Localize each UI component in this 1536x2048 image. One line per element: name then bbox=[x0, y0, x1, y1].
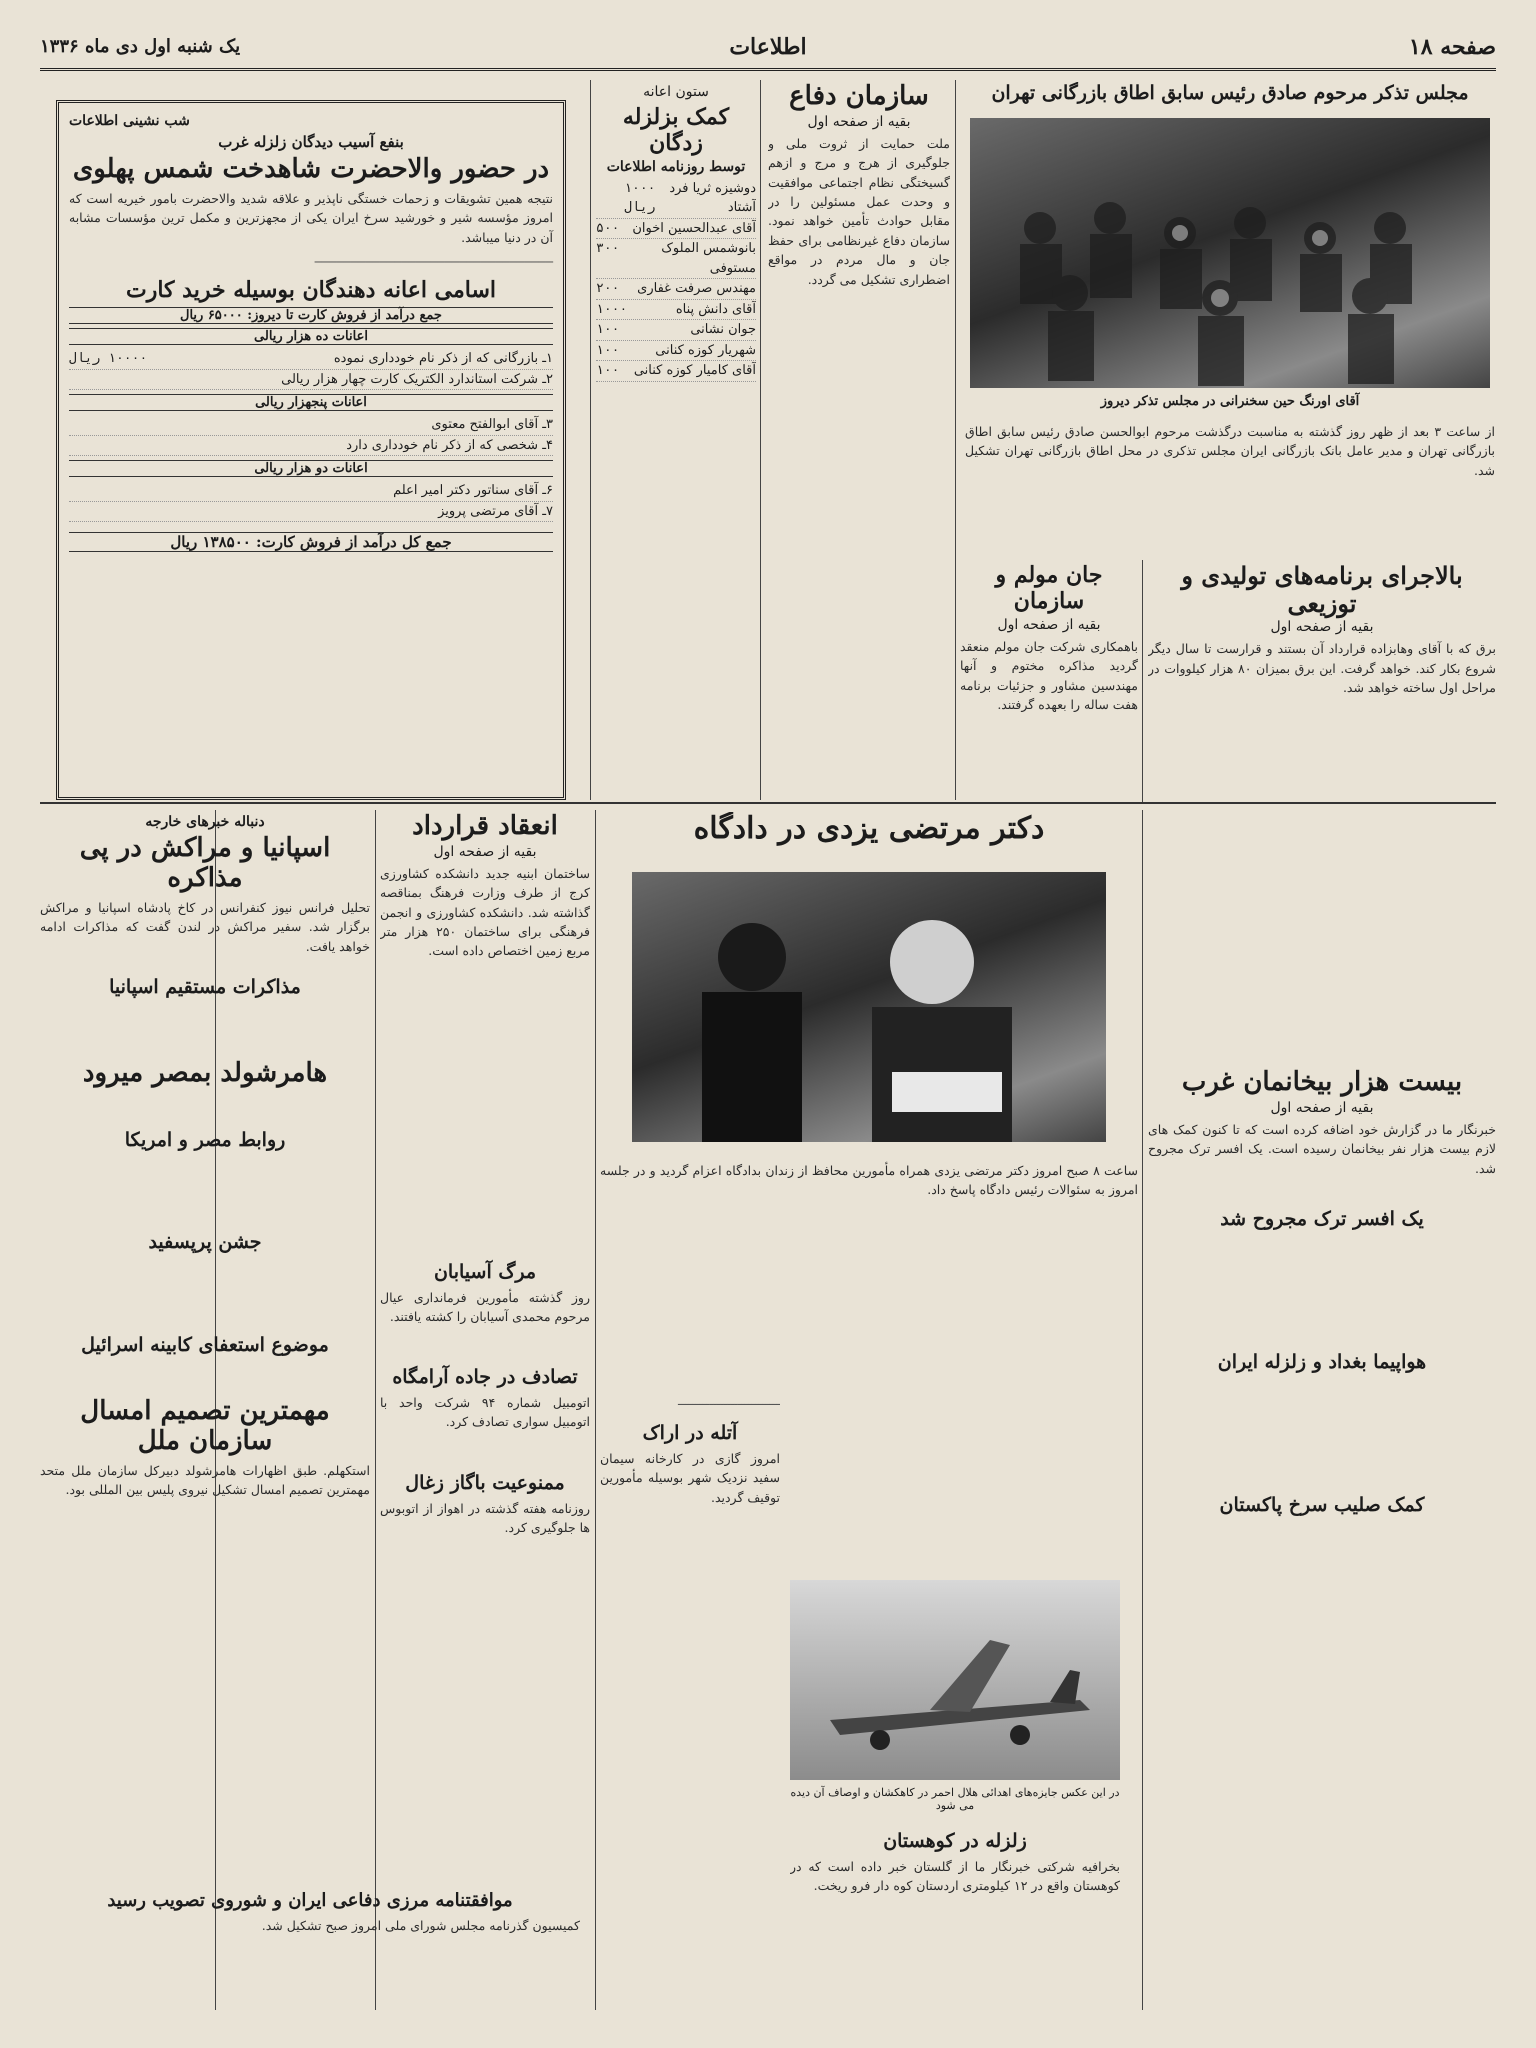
headline: اسپانیا و مراکش در پی مذاکره bbox=[79, 833, 331, 893]
headline: دکتر مرتضی یزدی در دادگاه bbox=[693, 812, 1045, 846]
subheading: موضوع استعفای کابینه اسرائیل bbox=[81, 1334, 329, 1357]
column-label: دنباله خبرهای خارجه bbox=[145, 814, 265, 830]
box-body: نتیجه همین تشویقات و زحمات خستگی ناپذیر و علاقه شدید والاحضرت بامور خیریه است که امروز مؤسسه شیر و خورشید سرخ ایران یکی از مجهزترین و مکمل ترین مؤسسات مشابه آن در دنیا میباشد. bbox=[69, 190, 553, 245]
list-item: شهریار کوزه کنانی ۱۰۰ bbox=[596, 341, 756, 362]
article-mountain-quake bbox=[790, 1830, 1120, 2000]
subheading-large: مهمترین تصمیم امسال سازمان ملل bbox=[80, 1395, 330, 1456]
section-two-thousand: اعانات دو هزار ریالی bbox=[69, 460, 553, 477]
article-body: ملت حمایت از ثروت ملی و جلوگیری از هرج و مرج و ازهم گسیختگی نظام اجتماعی موافقیت و وحدت عمل مسئولین را در مقابل حوادث تأمین خواهد نمود. سازمان دفاع غیرنظامی برای حفظ جان و مال مردم در مواقع اضطراری تشکیل می گردد. bbox=[768, 135, 950, 287]
continued-label: بقیه از صفحه اول bbox=[807, 113, 911, 130]
subheading: جشن پرپسفید bbox=[148, 1231, 262, 1254]
headline: جان مولم و سازمان bbox=[995, 562, 1103, 615]
article-body: روز گذشته مأمورین فرمانداری عیال مرحوم محمدی آسیابان را کشته یافتند. bbox=[380, 1289, 590, 1324]
article-contract bbox=[380, 812, 590, 2002]
subheading: روابط مصر و امریکا bbox=[124, 1128, 286, 1151]
article-body: روزنامه هفته گذشته در اهواز از اتوبوس ها جلوگیری کرد. bbox=[380, 1500, 590, 1536]
article-court bbox=[600, 812, 1138, 1372]
subheading: کمک صلیب سرخ پاکستان bbox=[1219, 1493, 1425, 1516]
photo-caption: آقای اورنگ حین سخنرانی در مجلس تذکر دیروز bbox=[1100, 394, 1360, 409]
article-body: خبرنگار ما در گزارش خود اضافه کرده است که تا کنون کمک های لازم بیست هزار نفر بیخانمان رسیده است. یک افسر ترک مجروح شد. bbox=[1148, 1121, 1496, 1176]
list-item: مهندس صرفت غفاری ۲۰۰ bbox=[596, 279, 756, 300]
continued-label: بقیه از صفحه اول bbox=[433, 843, 537, 860]
list-item: جوان نشانی ۱۰۰ bbox=[596, 320, 756, 341]
headline: سازمان دفاع bbox=[789, 82, 929, 111]
headline: انعقاد قرارداد bbox=[412, 812, 558, 841]
page-number: صفحه ۱۸ bbox=[1408, 34, 1496, 60]
photo-court bbox=[632, 872, 1106, 1142]
photo-memorial-gathering bbox=[970, 118, 1490, 388]
article-body: تحلیل فرانس نیوز کنفرانس در کاخ پادشاه اسپانیا و مراکش برگزار شد. سفیر مراکش در لندن گفت که مذاکرات ادامه خواهد یافت. bbox=[40, 899, 370, 954]
continued-label: بقیه از صفحه اول bbox=[1270, 619, 1374, 636]
article-body: از ساعت ۳ بعد از ظهر روز گذشته به مناسبت درگذشت مرحوم ابوالحسن صادق رئیس سابق اطاق بازرگانی تهران و مدیر عامل بانک بازرگانی ایران مجلس تذکری در محل اطاق بازرگانی تهران تشکیل شد. bbox=[965, 424, 1495, 478]
article-body: ساختمان ابنیه جدید دانشکده کشاورزی کرج از طرف وزارت فرهنگ بمناقصه گذاشته شد. دانشکده کشاورزی و انجمن فرهنگی برای ساختمان ۲۵۰ هزار متر مربع زمین اختصاص داده است. bbox=[380, 865, 590, 959]
article-body: ساعت ۸ صبح امروز دکتر مرتضی یزدی همراه مأمورین محافظ از زندان بدادگاه اعزام گردید و در جلسه امروز به سئوالات رئیس دادگاه پاسخ داد. bbox=[600, 1163, 1138, 1198]
donor-list-title: اسامی اعانه دهندگان بوسیله خرید کارت bbox=[125, 277, 496, 304]
article-body: باهمکاری شرکت جان مولم منعقد گردید مذاکره مختوم و آنها مهندسین مشاور و جزئیات برنامه هفت ساله را بعهده گرفتند. bbox=[960, 638, 1138, 712]
article-civil-defense bbox=[768, 82, 950, 552]
article-body: کمیسیون گذرنامه مجلس شورای ملی امروز صبح تشکیل شد. bbox=[261, 1917, 580, 1933]
article-border-agreement bbox=[40, 1890, 580, 2010]
list-item: دوشیزه ثریا فرد آشتاد ۱۰۰۰ ریال bbox=[596, 179, 756, 219]
headline: بالاجرای برنامه‌های تولیدی و توزیعی bbox=[1181, 562, 1463, 618]
photo-airplane bbox=[790, 1580, 1120, 1780]
photo-caption: در این عکس جایزه‌های اهدائی هلال احمر در کاهکشان و اوصاف آن دیده می شود bbox=[790, 1786, 1120, 1812]
total-line: جمع درآمد از فروش کارت تا دیروز: ۶۵۰۰۰ ریال bbox=[69, 307, 553, 324]
subheading: یک افسر ترک مجروح شد bbox=[1220, 1208, 1424, 1231]
headline-death: مرگ آسیابان bbox=[433, 1260, 537, 1283]
continued-label: بقیه از صفحه اول bbox=[997, 616, 1101, 633]
list-item: آقای کامیار کوزه کنانی ۱۰۰ bbox=[596, 361, 756, 382]
subheadline: توسط روزنامه اطلاعات bbox=[606, 158, 746, 175]
airplane-illustration bbox=[790, 1580, 1120, 1780]
section-ten-thousand: اعانات ده هزار ریالی bbox=[69, 328, 553, 345]
list-item: آقای دانش پناه ۱۰۰۰ bbox=[596, 300, 756, 321]
list-item: ۳ـ آقای ابوالفتح معتوی bbox=[69, 415, 553, 436]
list-item: ۱ـ بازرگانی که از ذکر نام خودداری نموده ۱۰۰۰۰ ریال bbox=[69, 349, 553, 370]
article-column-misc: ـــــــــــــــــــــــــــــ آتله در اراک امروز گازی در کارخانه سیمان سفید نزدیک شهر بوسیله مأمورین توقیف گردید. bbox=[600, 1380, 780, 2000]
box-charity-evening: شب نشینی اطلاعات بنفع آسیب دیدگان زلزله غرب در حضور والاحضرت شاهدخت شمس پهلوی نتیجه همین تشویقات و زحمات خستگی ناپذیر و علاقه شدید والاحضرت بامور خیریه است که امروز مؤسسه شیر و خورشید سرخ ایران یکی از مجهزترین و مکمل ترین مؤسسات مشابه آن در دنیا میباشد. ───────────────────────────────── اسامی اعانه دهندگان بوسیله خرید کارت جمع درآمد از فروش کارت تا دیروز: ۶۵۰۰۰ ریال اعانات ده هزار ریالی ۱ـ بازرگانی که از ذکر نام خودداری نموده ۱۰۰۰۰ ریال ۲ـ شرکت استاندارد الکتریک کارت چهار هزار ریالی اعانات پنجهزار ریالی ۳ـ آقای ابوالفتح معتوی ۴ـ شخصی که از ذکر نام خودداری دارد اعانات دو هزار ریالی ۶ـ آقای سناتور دکتر امیر اعلم ۷ـ آقای مرتضی پرویز جمع کل درآمد از فروش کارت: ۱۳۸۵۰۰ ریال bbox=[56, 100, 566, 800]
subheading: هواپیما بغداد و زلزله ایران bbox=[1217, 1350, 1427, 1373]
list-item: ۲ـ شرکت استاندارد الکتریک کارت چهار هزار ریالی bbox=[69, 370, 553, 391]
box-kicker: بنفع آسیب دیدگان زلزله غرب bbox=[218, 133, 404, 151]
article-body: بخرافیه شرکتی خبرنگار ما از گلستان خبر داده است که در کوهستان واقع در ۱۲ کیلومتری اردستان کوه دار فرو ریخت. bbox=[790, 1858, 1120, 1894]
headline: موافقتنامه مرزی دفاعی ایران و شوروی تصویب رسید bbox=[107, 1890, 513, 1911]
headline: بیست هزار بیخانمان غرب bbox=[1181, 1068, 1463, 1097]
list-item: آقای عبدالحسین اخوان ۵۰۰ bbox=[596, 219, 756, 240]
article-earthquake-homeless bbox=[1148, 1068, 1496, 2008]
issue-date: یک شنبه اول دی ماه ۱۳۳۶ bbox=[40, 36, 241, 57]
subheading-large: هامرشولد بمصر میرود bbox=[82, 1057, 328, 1088]
section-five-thousand: اعانات پنجهزار ریالی bbox=[69, 394, 553, 411]
article-foreign-news bbox=[40, 812, 370, 1882]
article-relief-donations bbox=[596, 82, 756, 642]
crowd-illustration bbox=[970, 118, 1490, 388]
newspaper-name: اطلاعات bbox=[729, 34, 807, 60]
headline-ban: ممنوعیت باگاز زغال bbox=[405, 1471, 565, 1494]
column-label: ستون اعانه bbox=[643, 84, 709, 100]
donation-list bbox=[596, 179, 756, 382]
headline: در حضور والاحضرت شاهدخت شمس پهلوی bbox=[72, 154, 550, 184]
headline: مجلس تذکر مرحوم صادق رئیس سابق اطاق بازرگانی تهران bbox=[991, 82, 1469, 104]
list-item: ۴ـ شخصی که از ذکر نام خودداری دارد bbox=[69, 436, 553, 457]
continued-label: بقیه از صفحه اول bbox=[1270, 1099, 1374, 1116]
list-item: ۶ـ آقای سناتور دکتر امیر اعلم bbox=[69, 481, 553, 502]
article-plane-photo bbox=[790, 1580, 1120, 1820]
box-tag: شب نشینی اطلاعات bbox=[69, 113, 190, 129]
article-tehran-chamber bbox=[965, 82, 1495, 552]
subheading: مذاکرات مستقیم اسپانیا bbox=[109, 975, 301, 998]
page-header bbox=[40, 28, 1496, 71]
headline: کمک بزلزله زدگان bbox=[622, 104, 730, 157]
grand-total: جمع کل درآمد از فروش کارت: ۱۳۸۵۰۰ ریال bbox=[69, 532, 553, 552]
headline-ankara: آتله در اراک bbox=[642, 1422, 738, 1444]
article-body: استکهلم. طبق اظهارات هامرشولد دبیرکل سازمان ملل متحد مهمترین تصمیم امسال تشکیل نیروی پلیس بین المللی بود. bbox=[40, 1462, 370, 1498]
article-body: امروز گازی در کارخانه سیمان سفید نزدیک شهر بوسیله مأمورین توقیف گردید. bbox=[600, 1450, 780, 1505]
list-item: بانوشمس الملوک مستوفی ۳۰۰ bbox=[596, 239, 756, 279]
article-production-programs bbox=[1148, 562, 1496, 1062]
list-item: ۷ـ آقای مرتضی پرویز bbox=[69, 502, 553, 523]
headline: زلزله در کوهستان bbox=[883, 1830, 1027, 1852]
headline-road: تصادف در جاده آرامگاه bbox=[392, 1366, 578, 1389]
article-body: برق که با آقای وهابزاده قرارداد آن بستند و قرارست تا سال دیگر شروع بکار کند. خواهد گرفت. این برق بمیزان ۸۰ هزار کیلووات در مراحل اول ساخته خواهد شد. bbox=[1148, 641, 1496, 695]
portrait-illustration bbox=[632, 872, 1106, 1142]
article-body: اتومبیل شماره ۹۴ شرکت واحد با اتومبیل سواری تصادف کرد. bbox=[380, 1395, 590, 1430]
